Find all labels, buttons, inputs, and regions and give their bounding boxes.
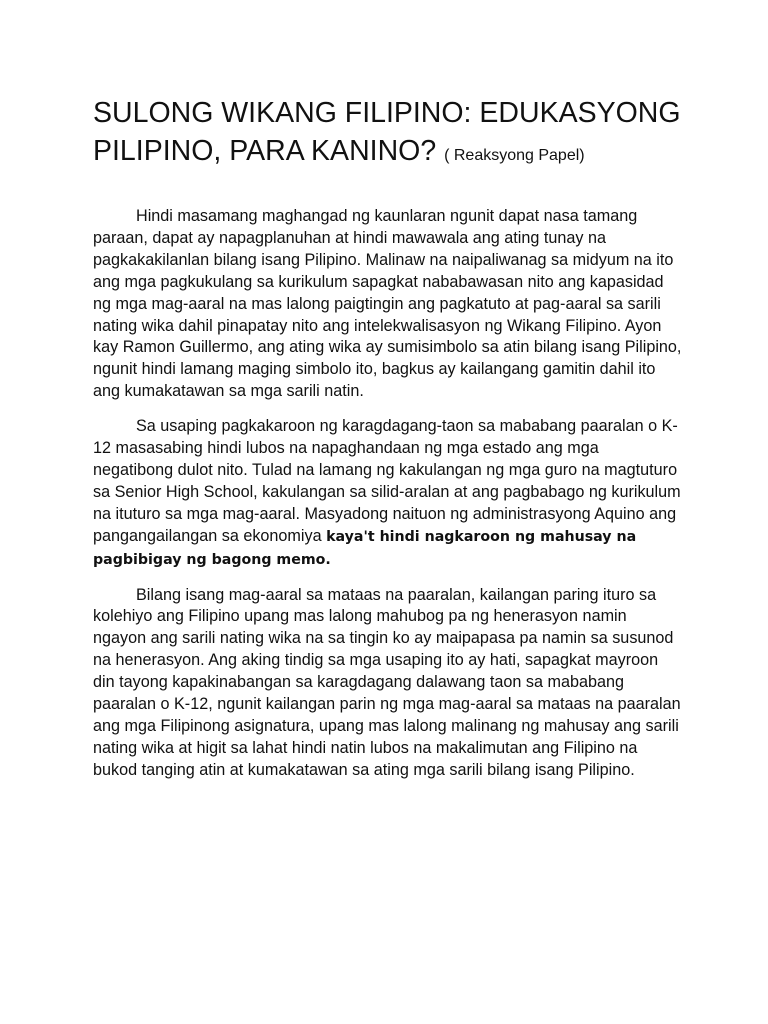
paragraph-3 — [93, 585, 683, 782]
paragraph-2 — [93, 416, 683, 571]
paragraph-1-text: Hindi masamang maghangad ng kaunlaran ngunit dapat nasa tamang paraan, dapat ay napagplanuhan at hindi mawawala ang ating tunay na pagkakakilanlan bilang isang Pilipino. Malinaw na naipaliwanag sa midyum na ito ang mga pagkukulang sa kurikulum sapagkat nababawasan nito ang kapasidad ng mga mag-aaral na mas lalong paigtingin ang pagkatuto at pag-aaral sa sarili nating wika dahil pinapatay nito ang intelekwalisasyon ng Wikang Filipino. Ayon kay Ramon Guillermo, ang ating wika ay sumisimbolo sa atin bilang isang Pilipino, ngunit hindi lamang maging simbolo ito, bagkus ay kailangang gamitin dahil ito ang kumakatawan sa mga sarili natin. — [93, 207, 682, 401]
paragraph-1 — [93, 206, 683, 403]
paragraph-2-text: Sa usaping pagkakaroon ng karagdagang-taon sa mababang paaralan o K-12 masasabing hindi lubos na napaghandaan ng mga estado ang mga negatibong dulot nito. Tulad na lamang ng kakulangan ng mga guro na magtuturo sa Senior High School, kakulangan sa silid-aralan at ang pagbabago ng kurikulum na ituturo sa mga mag-aaral. Masyadong naituon ng administrasyong Aquino ang pangangailangan sa ekonomiya — [93, 417, 681, 545]
paragraph-2-emphasis: kaya't hindi nagkaroon ng mahusay na pagbibigay ng bagong memo. — [93, 528, 637, 568]
document-subtitle: ( Reaksyong Papel) — [444, 147, 585, 164]
document-title — [93, 94, 733, 175]
document-body — [93, 206, 683, 782]
title-text: SULONG WIKANG FILIPINO: EDUKASYONG PILIPINO, PARA KANINO? — [93, 97, 681, 167]
paragraph-3-text: Bilang isang mag-aaral sa mataas na paaralan, kailangan paring ituro sa kolehiyo ang Filipino upang mas lalong mahubog pa ng henerasyon namin ngayon ang sarili nating wika na sa tingin ko ay maipapasa pa namin sa susunod na henerasyon. Ang aking tindig sa mga usaping ito ay hati, sapagkat mayroon din tayong kapakinabangan sa karagdagang dalawang taon sa mababang paaralan o K-12, ngunit kailangan parin ng mga mag-aaral sa mataas na paaralan ang mga Filipinong asignatura, upang mas lalong malinang ng mahusay ang sarili nating wika at higit sa lahat hindi natin lubos na makalimutan ang Filipino na bukod tanging atin at kumakatawan sa ating mga sarili bilang isang Pilipino. — [93, 585, 681, 779]
